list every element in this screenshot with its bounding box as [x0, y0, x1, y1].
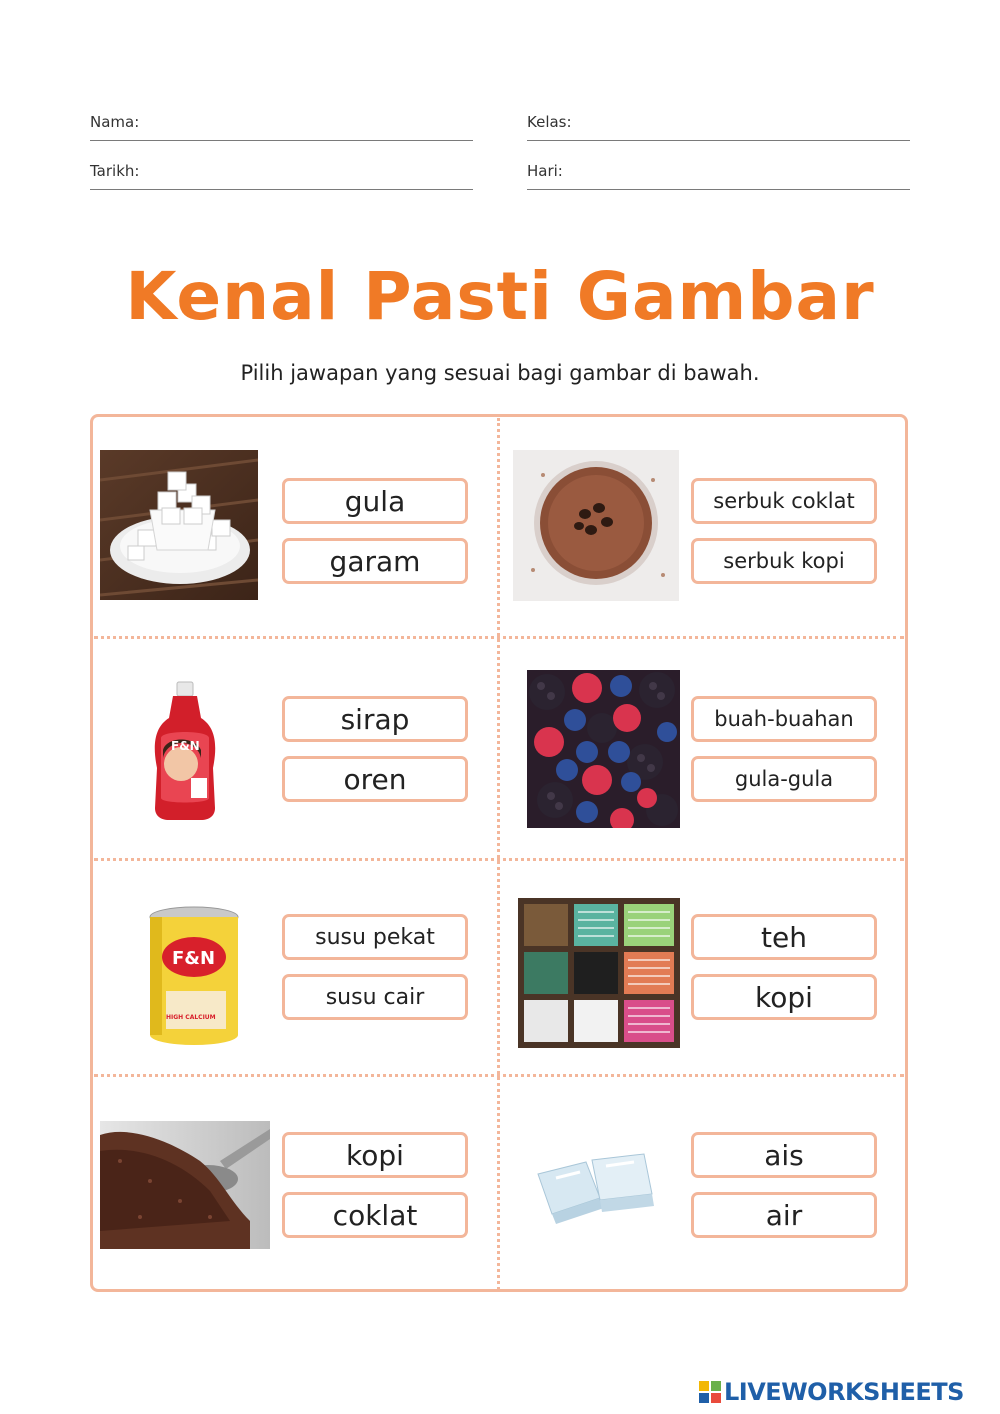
tarikh-label: Tarikh:	[90, 162, 140, 180]
hari-label: Hari:	[527, 162, 563, 180]
ice-cubes-image	[516, 1124, 682, 1246]
tarikh-field[interactable]	[90, 159, 473, 190]
answer-option[interactable]: teh	[691, 914, 877, 960]
answer-option[interactable]: garam	[282, 538, 468, 584]
row-divider	[94, 1074, 904, 1077]
answer-option[interactable]: kopi	[282, 1132, 468, 1178]
answer-option[interactable]: serbuk kopi	[691, 538, 877, 584]
instructions: Pilih jawapan yang sesuai bagi gambar di bawah.	[240, 361, 760, 385]
page-title: Kenal Pasti Gambar	[125, 258, 875, 335]
column-divider	[497, 418, 500, 1290]
ground-coffee-image	[100, 1121, 270, 1249]
row-divider	[94, 636, 904, 639]
answer-option[interactable]: buah-buahan	[691, 696, 877, 742]
cocoa-powder-image	[513, 450, 679, 601]
kelas-label: Kelas:	[527, 113, 572, 131]
answer-option[interactable]: gula	[282, 478, 468, 524]
answer-option[interactable]: kopi	[691, 974, 877, 1020]
liveworksheets-logo[interactable]	[698, 1378, 964, 1406]
answer-option[interactable]: gula-gula	[691, 756, 877, 802]
berries-image	[527, 670, 680, 828]
sugar-cubes-image	[100, 450, 258, 600]
answer-option[interactable]: sirap	[282, 696, 468, 742]
answer-option[interactable]: ais	[691, 1132, 877, 1178]
kelas-field[interactable]	[527, 110, 910, 141]
logo-text: LIVEWORKSHEETS	[724, 1378, 964, 1406]
nama-label: Nama:	[90, 113, 140, 131]
nama-field[interactable]	[90, 110, 473, 141]
syrup-bottle-image	[105, 668, 265, 828]
hari-field[interactable]	[527, 159, 910, 190]
answer-option[interactable]: air	[691, 1192, 877, 1238]
tea-box-image	[518, 898, 680, 1048]
answer-option[interactable]: coklat	[282, 1192, 468, 1238]
logo-cube-icon	[698, 1380, 722, 1404]
bottle-label: F&N	[171, 739, 200, 753]
answer-option[interactable]: serbuk coklat	[691, 478, 877, 524]
can-sublabel: HIGH CALCIUM	[166, 1014, 216, 1021]
condensed-milk-can-image	[120, 895, 260, 1050]
row-divider	[94, 858, 904, 861]
answer-option[interactable]: oren	[282, 756, 468, 802]
answer-option[interactable]: susu pekat	[282, 914, 468, 960]
answer-option[interactable]: susu cair	[282, 974, 468, 1020]
can-label: F&N	[172, 948, 216, 969]
